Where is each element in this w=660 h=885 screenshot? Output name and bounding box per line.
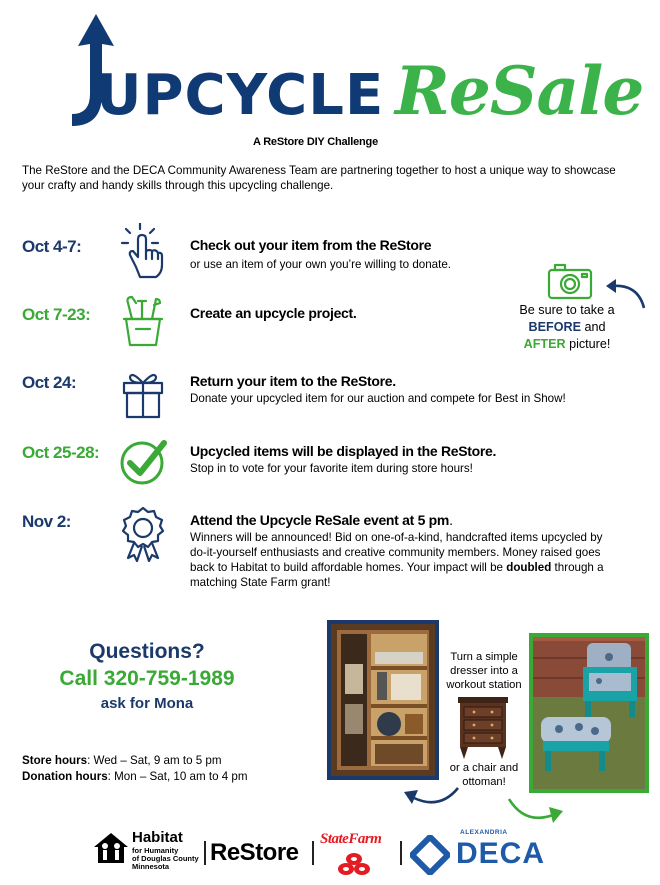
phone-number[interactable]: Call 320-759-1989 xyxy=(59,667,235,690)
camera-note-text xyxy=(508,302,626,353)
timeline-date: Oct 25-28: xyxy=(22,443,100,462)
statefarm-wordmark: StateFarm xyxy=(320,831,382,847)
store-hours-value: : Wed – Sat, 9 am to 5 pm xyxy=(87,754,222,767)
donation-hours-label: Donation hours xyxy=(22,770,108,783)
event-title-end: . xyxy=(449,512,453,528)
deca-alexandria: ALEXANDRIA xyxy=(460,829,508,836)
timeline-title: Create an upcycle project. xyxy=(190,305,357,321)
questions-block xyxy=(22,640,272,712)
contact-name: ask for Mona xyxy=(100,695,194,712)
event-title: Attend the Upcycle ReSale event at 5 pm xyxy=(190,512,450,528)
curved-arrow-right-icon xyxy=(505,795,567,827)
camera-note-line2 xyxy=(508,319,626,336)
timeline-date: Oct 24: xyxy=(22,373,77,392)
timeline-title: Upcycled items will be displayed in the ReStore. xyxy=(190,443,497,459)
toolbox-icon xyxy=(118,293,168,349)
camera-icon xyxy=(546,262,594,300)
logo-divider xyxy=(312,841,314,865)
timeline-title xyxy=(190,512,453,528)
camera-note-picture: picture! xyxy=(565,337,611,351)
donation-hours xyxy=(22,769,248,785)
event-desc-bold: doubled xyxy=(506,561,552,574)
title-upcycle: UPCYCLE xyxy=(96,63,385,128)
camera-note-after: AFTER xyxy=(523,337,566,351)
deca-logo xyxy=(410,827,560,877)
timeline-desc: or use an item of your own you’re willing to donate. xyxy=(190,258,452,271)
donation-hours-value: : Mon – Sat, 10 am to 4 pm xyxy=(107,770,248,783)
timeline-desc xyxy=(190,530,620,590)
curved-arrow-left-icon xyxy=(400,780,462,810)
camera-note xyxy=(508,262,648,357)
intro-paragraph: The ReStore and the DECA Community Awareness Team are partnering together to host a unique way to showcase your crafty and handy skills through this upcycling challenge. xyxy=(22,164,616,192)
questions-title: Questions? xyxy=(89,640,205,663)
habitat-house-icon xyxy=(92,829,130,867)
event-desc-a: Winners will be announced! Bid on one-of-a-kind, handcrafted items upcycled by do-it-yourself enthusiasts and creative community members. Money raised goes back to Habitat to build affordable homes. Your impact will be xyxy=(190,531,603,574)
habitat-sub2: of Douglas County xyxy=(132,854,199,863)
workout-shelf-image xyxy=(331,624,435,776)
habitat-logo xyxy=(92,827,202,877)
logo-divider xyxy=(204,841,206,865)
award-ribbon-icon xyxy=(118,506,168,562)
dresser-image xyxy=(448,693,518,761)
title-resale: ReSale xyxy=(395,52,644,130)
statefarm-ovals-icon xyxy=(336,851,372,877)
tagline: A ReStore DIY Challenge xyxy=(253,136,378,148)
hours-block xyxy=(22,753,248,785)
timeline-date: Oct 4-7: xyxy=(22,237,82,256)
habitat-name: Habitat xyxy=(132,829,183,846)
habitat-sub3: Minnesota xyxy=(132,862,170,871)
timeline-desc: Stop in to vote for your favorite item during store hours! xyxy=(190,462,473,475)
store-hours xyxy=(22,753,248,769)
dresser-caption: Turn a simple dresser into a workout station xyxy=(446,651,522,691)
chair-ottoman-image xyxy=(533,637,645,789)
chair-caption: or a chair and ottoman! xyxy=(449,762,519,788)
pointing-hand-icon xyxy=(118,223,168,279)
camera-note-and: and xyxy=(580,320,606,334)
sponsor-logos xyxy=(92,825,562,880)
event-desc-b: through a matching State Farm grant! xyxy=(190,561,604,589)
camera-note-before: BEFORE xyxy=(528,320,581,334)
restore-logo: ReStore xyxy=(210,839,299,866)
camera-note-line3 xyxy=(508,336,626,353)
gift-icon xyxy=(118,367,168,423)
deca-diamond-icon xyxy=(410,835,450,875)
timeline-date: Oct 7-23: xyxy=(22,305,91,324)
statefarm-logo xyxy=(320,831,390,877)
logo-divider xyxy=(400,841,402,865)
title-logo xyxy=(50,6,644,136)
camera-note-line1: Be sure to take a xyxy=(519,303,615,317)
workout-shelf-photo xyxy=(327,620,439,780)
chair-ottoman-photo xyxy=(529,633,649,793)
habitat-sub1: for Humanity xyxy=(132,846,179,855)
timeline-title: Check out your item from the ReStore xyxy=(190,237,432,253)
checkmark-icon xyxy=(118,433,168,489)
timeline-title: Return your item to the ReStore. xyxy=(190,373,396,389)
deca-wordmark: DECA xyxy=(456,837,546,870)
timeline-date: Nov 2: xyxy=(22,512,71,531)
timeline-desc: Donate your upcycled item for our auction and compete for Best in Show! xyxy=(190,392,566,405)
store-hours-label: Store hours xyxy=(22,754,88,767)
